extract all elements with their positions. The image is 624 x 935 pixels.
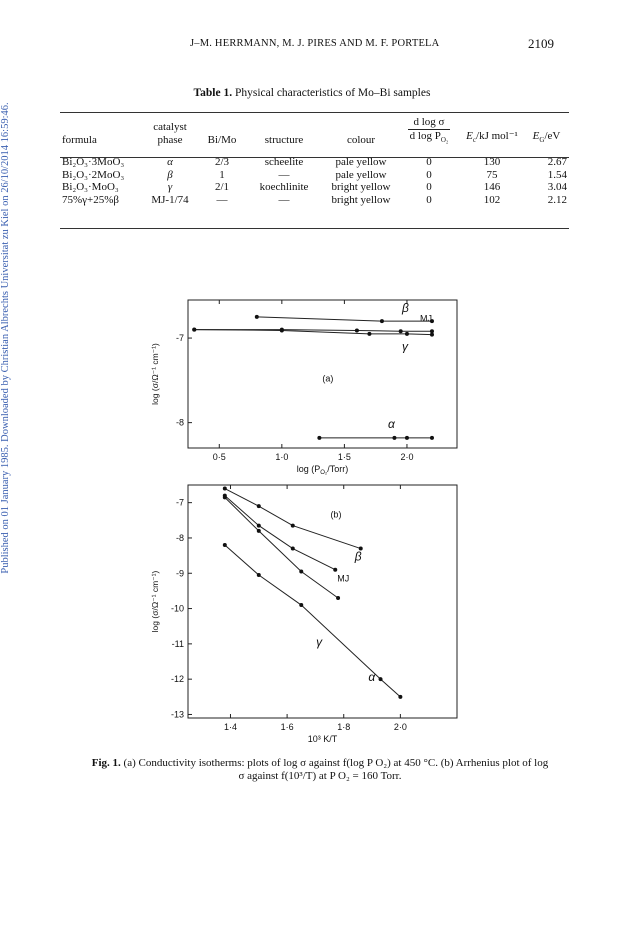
x-axis-label-tail: /Torr) [327, 464, 349, 474]
col-structure: structure [264, 133, 304, 146]
col-formula: formula [62, 133, 97, 146]
cell-colour: bright yellow [331, 181, 391, 194]
series-label: β [401, 301, 409, 316]
cell-colour: pale yellow [335, 168, 387, 181]
cell-ec: 75 [486, 168, 498, 181]
eg-unit: /eV [544, 129, 561, 142]
x-tick-label: 1·8 [337, 722, 351, 732]
cell-formula: Bi₂O₃·3MoO₃ [62, 156, 125, 169]
dlog-denominator [408, 130, 451, 147]
data-point [255, 315, 259, 319]
cell-eg: 2.67 [547, 156, 567, 169]
series-label: α [387, 416, 395, 431]
download-watermark: Published on 01 January 1985. Downloaded by Christian Albrechts Universitat zu Kiel on 26/10/2014 16:59:46. [0, 102, 11, 574]
data-point [223, 543, 227, 547]
col-ec [460, 116, 524, 146]
col-bimo: Bi/Mo [207, 133, 237, 146]
x-axis-label [308, 734, 338, 744]
cell-phase: α [167, 156, 173, 169]
eg-symbol: E [532, 129, 540, 142]
col-phase-label: phase [157, 133, 183, 146]
col-colour: colour [346, 133, 376, 146]
data-point [291, 524, 295, 528]
table-caption: Physical characteristics of Mo–Bi samples [234, 87, 431, 99]
figure-caption [90, 757, 550, 783]
data-point [430, 436, 434, 440]
col-eg [524, 116, 569, 146]
data-point [367, 332, 371, 336]
y-tick-label: -9 [175, 568, 184, 579]
dlog-numerator: d log σ [408, 116, 451, 130]
data-point [257, 524, 261, 528]
y-axis-label: log (σ/Ω⁻¹ cm⁻¹) [150, 343, 160, 405]
data-point [379, 677, 383, 681]
caption-label: Fig. 1. [91, 757, 121, 769]
cell-dlog: 0 [426, 181, 432, 194]
x-axis-label-sub: O₂ [320, 470, 328, 476]
data-point [317, 436, 321, 440]
y-tick-label: -7 [175, 497, 184, 508]
x-tick-label: 1·5 [337, 452, 351, 462]
cell-colour: pale yellow [335, 156, 387, 169]
x-tick-label: 0·5 [212, 452, 226, 462]
data-point [355, 328, 359, 332]
data-point [223, 495, 227, 499]
cell-ec: 146 [483, 181, 501, 194]
panel-label: (b) [330, 509, 342, 520]
dlog-den-sub: O₂ [440, 135, 449, 144]
col-dlog [398, 116, 460, 146]
col-phase [140, 116, 200, 146]
cell-structure: scheelite [264, 156, 304, 169]
cell-structure: koechlinite [259, 181, 309, 194]
y-tick-label: -10 [170, 603, 184, 614]
ec-sub: c [472, 135, 477, 144]
cell-structure: — [278, 168, 290, 181]
data-point [257, 573, 261, 577]
cell-colour: bright yellow [331, 193, 391, 206]
col-catalyst-top: catalyst [153, 121, 187, 134]
x-axis-label [297, 464, 349, 476]
data-point [333, 568, 337, 572]
data-point [192, 328, 196, 332]
table-row [60, 156, 569, 169]
conductivity-isotherm-chart [140, 295, 470, 485]
ec-symbol: E [466, 129, 473, 142]
cell-formula: Bi₂O₃·MoO₃ [62, 181, 119, 194]
data-point [257, 504, 261, 508]
y-axis-label: log (σ/Ω⁻¹ cm⁻¹) [150, 570, 160, 633]
data-point [299, 603, 303, 607]
data-point [291, 547, 295, 551]
data-point [405, 436, 409, 440]
y-tick-label: -11 [171, 638, 184, 649]
table-row [60, 181, 569, 194]
page-number: 2109 [528, 36, 554, 51]
y-tick-label: -7 [175, 333, 184, 344]
cell-phase: MJ-1/74 [151, 193, 189, 206]
y-tick-label: -12 [170, 674, 184, 685]
x-tick-label: 2·0 [400, 452, 414, 462]
cell-bimo: — [216, 193, 228, 206]
series-label: γ [316, 634, 323, 649]
cell-phase: γ [167, 181, 173, 194]
cell-ec: 102 [483, 193, 501, 206]
cell-bimo: 2/3 [214, 156, 230, 169]
cell-bimo: 1 [219, 168, 225, 181]
cell-structure: — [278, 193, 290, 206]
characteristics-table [60, 116, 569, 206]
data-point [299, 569, 303, 573]
cell-ec: 130 [483, 156, 501, 169]
cell-dlog: 0 [426, 156, 432, 169]
cell-eg: 3.04 [547, 181, 567, 194]
series-label: MJ [337, 573, 350, 584]
cell-formula: Bi₂O₃·2MoO₃ [62, 168, 125, 181]
data-point [223, 487, 227, 491]
panel-label: (a) [322, 373, 334, 384]
x-axis-label-text: 10³ K/T [307, 734, 338, 744]
table-top-rule [60, 112, 569, 113]
table-label: Table 1. [193, 87, 233, 99]
series-line [225, 496, 335, 570]
data-point [399, 329, 403, 333]
data-point [398, 695, 402, 699]
data-point [430, 333, 434, 337]
data-point [257, 529, 261, 533]
cell-dlog: 0 [426, 193, 432, 206]
data-point [392, 436, 396, 440]
x-tick-label: 1·4 [223, 722, 237, 732]
cell-bimo: 2/1 [214, 181, 230, 194]
x-tick-label: 1·0 [275, 452, 289, 462]
series-label: γ [401, 339, 408, 354]
y-tick-label: -8 [175, 417, 184, 428]
series-label: α [368, 669, 376, 684]
cell-eg: 2.12 [547, 193, 567, 206]
table-bottom-rule [60, 228, 569, 229]
series-label: β [354, 549, 362, 564]
cell-eg: 1.54 [547, 168, 567, 181]
x-tick-label: 2·0 [393, 722, 407, 732]
y-tick-label: -8 [175, 532, 184, 543]
author-line: J–M. HERRMANN, M. J. PIRES AND M. F. PORTELA [190, 38, 440, 49]
y-tick-label: -13 [170, 709, 184, 720]
caption-text: (a) Conductivity isotherms: plots of log σ against f(log P O₂) at 450 °C. (b) Arrhenius plot of log σ against f(10³/T) at P O₂ = 160 Torr. [123, 757, 549, 782]
arrhenius-chart [140, 480, 470, 752]
series-line [257, 317, 432, 321]
table-row [60, 194, 569, 207]
table-title [0, 87, 624, 99]
data-point [280, 328, 284, 332]
eg-sub: G [539, 135, 545, 144]
cell-phase: β [167, 168, 173, 181]
x-tick-label: 1·6 [280, 722, 294, 732]
data-point [380, 319, 384, 323]
cell-formula: 75%γ+25%β [62, 193, 119, 206]
x-axis-label-text: log (P [296, 464, 321, 474]
dlog-den-text: d log P [409, 129, 441, 142]
plot-frame [188, 485, 457, 718]
data-point [336, 596, 340, 600]
ec-unit: /kJ mol⁻¹ [476, 129, 518, 142]
series-label: MJ [419, 313, 432, 324]
data-point [405, 332, 409, 336]
table-row [60, 169, 569, 182]
series-line [225, 497, 338, 598]
cell-dlog: 0 [426, 168, 432, 181]
